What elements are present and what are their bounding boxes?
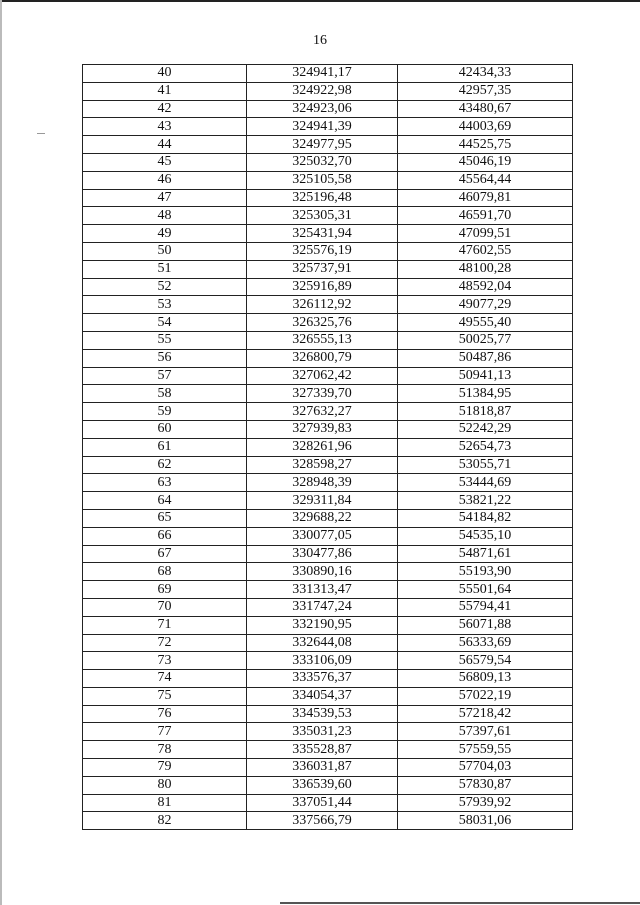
- point-number-cell: 80: [83, 776, 247, 794]
- x-coordinate-cell: 334054,37: [247, 687, 398, 705]
- point-number-cell: 52: [83, 278, 247, 296]
- y-coordinate-cell: 57218,42: [398, 705, 573, 723]
- x-coordinate-cell: 324941,39: [247, 118, 398, 136]
- table-row: [83, 563, 573, 581]
- point-number-cell: 50: [83, 242, 247, 260]
- margin-mark: [37, 133, 45, 134]
- y-coordinate-cell: 56333,69: [398, 634, 573, 652]
- y-coordinate-cell: 44003,69: [398, 118, 573, 136]
- x-coordinate-cell: 330077,05: [247, 527, 398, 545]
- table-row: [83, 171, 573, 189]
- point-number-cell: 43: [83, 118, 247, 136]
- x-coordinate-cell: 336539,60: [247, 776, 398, 794]
- point-number-cell: 60: [83, 420, 247, 438]
- y-coordinate-cell: 53444,69: [398, 474, 573, 492]
- y-coordinate-cell: 46079,81: [398, 189, 573, 207]
- point-number-cell: 68: [83, 563, 247, 581]
- table-row: [83, 82, 573, 100]
- table-row: [83, 527, 573, 545]
- coordinates-table: [82, 64, 573, 830]
- page-number: 16: [313, 33, 327, 48]
- point-number-cell: 49: [83, 225, 247, 243]
- x-coordinate-cell: 326325,76: [247, 314, 398, 332]
- y-coordinate-cell: 55193,90: [398, 563, 573, 581]
- point-number-cell: 62: [83, 456, 247, 474]
- y-coordinate-cell: 54184,82: [398, 509, 573, 527]
- y-coordinate-cell: 52654,73: [398, 438, 573, 456]
- y-coordinate-cell: 51818,87: [398, 403, 573, 421]
- point-number-cell: 47: [83, 189, 247, 207]
- table-row: [83, 349, 573, 367]
- table-row: [83, 723, 573, 741]
- y-coordinate-cell: 57559,55: [398, 741, 573, 759]
- point-number-cell: 76: [83, 705, 247, 723]
- table-row: [83, 153, 573, 171]
- table-row: [83, 331, 573, 349]
- table-row: [83, 492, 573, 510]
- table-row: [83, 741, 573, 759]
- x-coordinate-cell: 327062,42: [247, 367, 398, 385]
- y-coordinate-cell: 47099,51: [398, 225, 573, 243]
- table-row: [83, 260, 573, 278]
- x-coordinate-cell: 336031,87: [247, 759, 398, 777]
- y-coordinate-cell: 56579,54: [398, 652, 573, 670]
- y-coordinate-cell: 48592,04: [398, 278, 573, 296]
- table-row: [83, 652, 573, 670]
- point-number-cell: 55: [83, 331, 247, 349]
- point-number-cell: 51: [83, 260, 247, 278]
- point-number-cell: 81: [83, 794, 247, 812]
- table-row: [83, 509, 573, 527]
- x-coordinate-cell: 328598,27: [247, 456, 398, 474]
- y-coordinate-cell: 42434,33: [398, 65, 573, 83]
- x-coordinate-cell: 324977,95: [247, 136, 398, 154]
- table-row: [83, 794, 573, 812]
- table-row: [83, 616, 573, 634]
- x-coordinate-cell: 330477,86: [247, 545, 398, 563]
- table-row: [83, 687, 573, 705]
- point-number-cell: 42: [83, 100, 247, 118]
- x-coordinate-cell: 325305,31: [247, 207, 398, 225]
- x-coordinate-cell: 337566,79: [247, 812, 398, 830]
- x-coordinate-cell: 325431,94: [247, 225, 398, 243]
- point-number-cell: 44: [83, 136, 247, 154]
- x-coordinate-cell: 335031,23: [247, 723, 398, 741]
- page-left-edge: [0, 0, 2, 905]
- point-number-cell: 75: [83, 687, 247, 705]
- y-coordinate-cell: 49077,29: [398, 296, 573, 314]
- y-coordinate-cell: 50941,13: [398, 367, 573, 385]
- point-number-cell: 69: [83, 581, 247, 599]
- x-coordinate-cell: 333576,37: [247, 670, 398, 688]
- table-row: [83, 367, 573, 385]
- x-coordinate-cell: 324941,17: [247, 65, 398, 83]
- point-number-cell: 59: [83, 403, 247, 421]
- table-row: [83, 296, 573, 314]
- x-coordinate-cell: 328261,96: [247, 438, 398, 456]
- x-coordinate-cell: 327632,27: [247, 403, 398, 421]
- y-coordinate-cell: 51384,95: [398, 385, 573, 403]
- point-number-cell: 54: [83, 314, 247, 332]
- point-number-cell: 56: [83, 349, 247, 367]
- y-coordinate-cell: 42957,35: [398, 82, 573, 100]
- x-coordinate-cell: 333106,09: [247, 652, 398, 670]
- y-coordinate-cell: 57704,03: [398, 759, 573, 777]
- x-coordinate-cell: 329311,84: [247, 492, 398, 510]
- x-coordinate-cell: 327939,83: [247, 420, 398, 438]
- table-row: [83, 474, 573, 492]
- y-coordinate-cell: 57939,92: [398, 794, 573, 812]
- x-coordinate-cell: 325737,91: [247, 260, 398, 278]
- table-row: [83, 598, 573, 616]
- table-row: [83, 385, 573, 403]
- point-number-cell: 79: [83, 759, 247, 777]
- x-coordinate-cell: 334539,53: [247, 705, 398, 723]
- point-number-cell: 41: [83, 82, 247, 100]
- point-number-cell: 61: [83, 438, 247, 456]
- table-row: [83, 189, 573, 207]
- table-row: [83, 65, 573, 83]
- x-coordinate-cell: 326555,13: [247, 331, 398, 349]
- table-row: [83, 242, 573, 260]
- point-number-cell: 70: [83, 598, 247, 616]
- x-coordinate-cell: 326112,92: [247, 296, 398, 314]
- y-coordinate-cell: 54535,10: [398, 527, 573, 545]
- y-coordinate-cell: 55501,64: [398, 581, 573, 599]
- y-coordinate-cell: 45564,44: [398, 171, 573, 189]
- point-number-cell: 74: [83, 670, 247, 688]
- y-coordinate-cell: 57397,61: [398, 723, 573, 741]
- x-coordinate-cell: 337051,44: [247, 794, 398, 812]
- table-row: [83, 225, 573, 243]
- y-coordinate-cell: 57830,87: [398, 776, 573, 794]
- x-coordinate-cell: 325916,89: [247, 278, 398, 296]
- x-coordinate-cell: 324923,06: [247, 100, 398, 118]
- x-coordinate-cell: 332190,95: [247, 616, 398, 634]
- coordinates-table-body: [83, 65, 573, 830]
- table-row: [83, 278, 573, 296]
- point-number-cell: 46: [83, 171, 247, 189]
- point-number-cell: 57: [83, 367, 247, 385]
- x-coordinate-cell: 325196,48: [247, 189, 398, 207]
- point-number-cell: 40: [83, 65, 247, 83]
- point-number-cell: 71: [83, 616, 247, 634]
- table-row: [83, 100, 573, 118]
- point-number-cell: 65: [83, 509, 247, 527]
- point-number-cell: 82: [83, 812, 247, 830]
- table-row: [83, 438, 573, 456]
- point-number-cell: 58: [83, 385, 247, 403]
- x-coordinate-cell: 325032,70: [247, 153, 398, 171]
- y-coordinate-cell: 54871,61: [398, 545, 573, 563]
- point-number-cell: 66: [83, 527, 247, 545]
- table-row: [83, 118, 573, 136]
- x-coordinate-cell: 331313,47: [247, 581, 398, 599]
- y-coordinate-cell: 48100,28: [398, 260, 573, 278]
- y-coordinate-cell: 47602,55: [398, 242, 573, 260]
- point-number-cell: 45: [83, 153, 247, 171]
- table-row: [83, 776, 573, 794]
- y-coordinate-cell: 43480,67: [398, 100, 573, 118]
- point-number-cell: 63: [83, 474, 247, 492]
- y-coordinate-cell: 49555,40: [398, 314, 573, 332]
- table-row: [83, 634, 573, 652]
- y-coordinate-cell: 57022,19: [398, 687, 573, 705]
- y-coordinate-cell: 45046,19: [398, 153, 573, 171]
- x-coordinate-cell: 325576,19: [247, 242, 398, 260]
- page-bottom-edge: [280, 902, 640, 904]
- point-number-cell: 48: [83, 207, 247, 225]
- x-coordinate-cell: 328948,39: [247, 474, 398, 492]
- x-coordinate-cell: 330890,16: [247, 563, 398, 581]
- y-coordinate-cell: 56809,13: [398, 670, 573, 688]
- x-coordinate-cell: 335528,87: [247, 741, 398, 759]
- table-row: [83, 545, 573, 563]
- table-row: [83, 420, 573, 438]
- page-top-edge: [0, 0, 640, 2]
- y-coordinate-cell: 50487,86: [398, 349, 573, 367]
- x-coordinate-cell: 327339,70: [247, 385, 398, 403]
- x-coordinate-cell: 331747,24: [247, 598, 398, 616]
- point-number-cell: 78: [83, 741, 247, 759]
- point-number-cell: 67: [83, 545, 247, 563]
- table-row: [83, 759, 573, 777]
- table-row: [83, 207, 573, 225]
- x-coordinate-cell: 326800,79: [247, 349, 398, 367]
- table-row: [83, 812, 573, 830]
- table-row: [83, 581, 573, 599]
- y-coordinate-cell: 55794,41: [398, 598, 573, 616]
- y-coordinate-cell: 52242,29: [398, 420, 573, 438]
- table-row: [83, 705, 573, 723]
- point-number-cell: 64: [83, 492, 247, 510]
- y-coordinate-cell: 56071,88: [398, 616, 573, 634]
- y-coordinate-cell: 50025,77: [398, 331, 573, 349]
- y-coordinate-cell: 44525,75: [398, 136, 573, 154]
- x-coordinate-cell: 324922,98: [247, 82, 398, 100]
- table-row: [83, 456, 573, 474]
- y-coordinate-cell: 53821,22: [398, 492, 573, 510]
- y-coordinate-cell: 58031,06: [398, 812, 573, 830]
- x-coordinate-cell: 325105,58: [247, 171, 398, 189]
- point-number-cell: 72: [83, 634, 247, 652]
- point-number-cell: 73: [83, 652, 247, 670]
- table-row: [83, 403, 573, 421]
- y-coordinate-cell: 53055,71: [398, 456, 573, 474]
- y-coordinate-cell: 46591,70: [398, 207, 573, 225]
- table-row: [83, 314, 573, 332]
- x-coordinate-cell: 329688,22: [247, 509, 398, 527]
- table-row: [83, 136, 573, 154]
- table-row: [83, 670, 573, 688]
- point-number-cell: 53: [83, 296, 247, 314]
- point-number-cell: 77: [83, 723, 247, 741]
- x-coordinate-cell: 332644,08: [247, 634, 398, 652]
